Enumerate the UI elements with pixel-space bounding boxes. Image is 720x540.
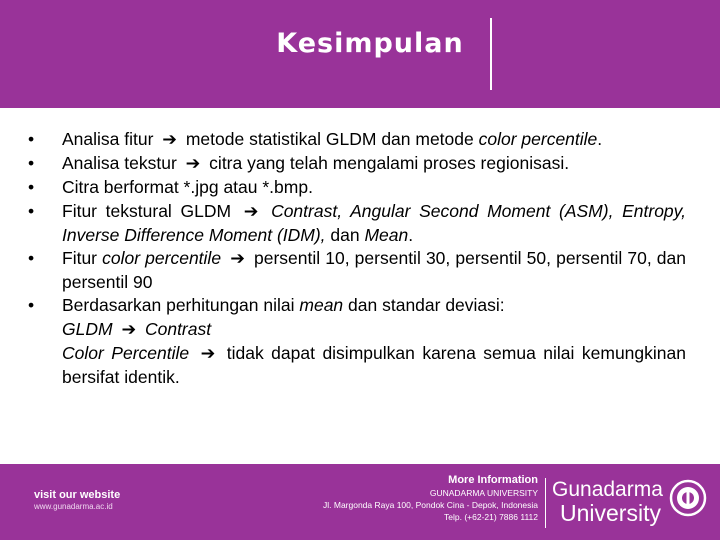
list-item: [24, 152, 686, 176]
footer-divider: [545, 478, 546, 528]
bullet-marker: •: [28, 295, 35, 316]
bullet-content: [62, 152, 686, 176]
bullet-text: Analisa fitur: [62, 129, 159, 149]
bullet-text: Fitur tekstural GLDM: [62, 200, 240, 221]
page-title: Kesimpulan: [276, 28, 464, 59]
visit-label: visit our website: [34, 489, 121, 501]
bullet-text: mean: [299, 295, 344, 316]
bullet-text: GLDM: [62, 318, 118, 339]
brand-name: Gunadarma: [552, 478, 663, 501]
bullet-text: tidak dapat disimpulkan karena semua nilai kemungkinan bersifat identik.: [62, 342, 686, 388]
bullet-marker: •: [28, 153, 35, 174]
bullet-text: Mean: [364, 224, 409, 245]
bullet-text: color percentile: [102, 248, 222, 269]
brand-name-line2: University: [560, 500, 661, 526]
bullet-text: color percentile: [478, 129, 598, 149]
bullet-text: Contrast: [140, 318, 212, 339]
bullet-text: persentil 10, persentil 30, persentil 50, persentil 70, dan persentil 90: [62, 248, 686, 293]
arrow-right-icon: ➔: [230, 249, 245, 270]
bullet-content: [62, 176, 686, 199]
bullet-text: .: [597, 129, 603, 149]
bullet-marker: •: [28, 200, 35, 221]
arrow-right-icon: ➔: [185, 154, 201, 175]
bullet-marker: •: [28, 177, 35, 198]
list-item: [24, 176, 686, 199]
bullet-marker: •: [28, 129, 35, 149]
arrow-right-icon: ➔: [200, 343, 216, 364]
bullet-content: [62, 247, 686, 294]
bullet-line: [62, 294, 686, 317]
footer-band: [0, 464, 720, 540]
bullet-text: citra yang telah mengalami proses regionisasi.: [204, 153, 570, 174]
bullet-text: metode statistikal GLDM dan metode: [180, 129, 479, 149]
info-title: More Information: [448, 474, 538, 486]
bullet-list: [24, 128, 686, 389]
bullet-text: dan standar deviasi:: [343, 295, 505, 316]
bullet-content: [62, 128, 686, 152]
contact-info: [290, 474, 538, 523]
bullet-text: Citra berformat *.jpg atau *.bmp.: [62, 177, 313, 198]
info-line: GUNADARMA UNIVERSITY: [429, 488, 538, 498]
bullet-content: [62, 200, 686, 247]
bullet-text: Fitur: [62, 248, 103, 269]
bullet-text: .: [408, 224, 414, 245]
header-divider: [490, 18, 492, 90]
bullet-text: Color Percentile: [62, 342, 197, 363]
list-item: [24, 247, 686, 294]
bullet-marker: •: [28, 248, 35, 269]
arrow-right-icon: ➔: [162, 130, 177, 150]
website-link[interactable]: www.gunadarma.ac.id: [34, 502, 113, 511]
list-item: [24, 200, 686, 247]
bullet-text: dan: [325, 224, 365, 245]
info-line: Telp. (+62-21) 7886 1112: [444, 512, 538, 522]
university-emblem-icon: [668, 476, 708, 522]
bullet-line: [62, 318, 686, 342]
bullet-text: Contrast, Angular Second Moment (ASM), Entropy, Inverse Difference Moment (IDM),: [62, 200, 686, 245]
bullet-text: Berdasarkan perhitungan nilai: [62, 295, 300, 316]
info-line: Jl. Margonda Raya 100, Pondok Cina - Depok, Indonesia: [323, 500, 538, 510]
arrow-right-icon: ➔: [121, 319, 137, 340]
list-item: [24, 294, 686, 389]
arrow-right-icon: ➔: [243, 201, 259, 222]
bullet-line: [62, 342, 686, 389]
header-band: [0, 0, 720, 108]
list-item: [24, 128, 686, 152]
bullet-content: [62, 294, 686, 389]
bullet-text: Analisa tekstur: [62, 153, 182, 174]
